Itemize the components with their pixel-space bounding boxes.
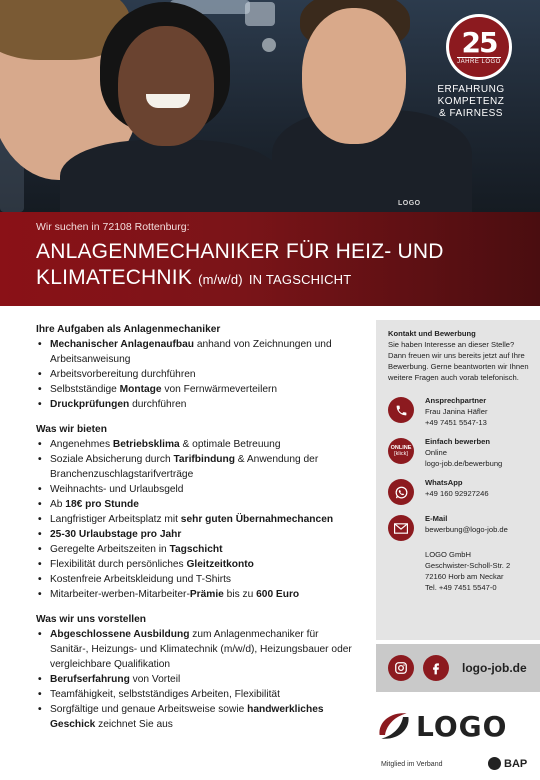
membership-note: Mitglied im Verband [381,761,443,768]
bap-logo: BAP [488,757,527,770]
list-item: • Ab 18€ pro Stunde [36,497,358,512]
logo-mark-icon [376,708,412,744]
list-item: • Arbeitsvorbereitung durchführen [36,367,358,382]
anniversary-badge [446,14,512,80]
gender-note: (m/w/d) [198,272,243,287]
email-icon [388,515,414,541]
company-logo [376,704,526,748]
contact-email[interactable]: E-Mail bewerbung@logo-job.de [388,513,532,541]
list-item: • Sorgfältige und genaue Arbeitsweise sowie handwerkliches Geschick zeichnet Sie aus [36,702,358,732]
title-band [0,212,540,306]
facebook-icon[interactable] [423,655,449,681]
list-item: • Abgeschlossene Ausbildung zum Anlagenmechaniker für Sanitär-, Heizungs- und Klimatechnik (m/w/d), Heizungsbauer oder vergleichbare Qualifikation [36,627,358,672]
list-item: • Mechanischer Anlagenaufbau anhand von Zeichnungen und Arbeitsanweisung [36,337,358,367]
badge-subtitle: JAHRE LOGO [457,59,501,65]
social-bar [376,644,540,692]
tagline: ERFAHRUNG KOMPETENZ & FAIRNESS [437,84,505,119]
location-text: Wir suchen in 72108 Rottenburg: [36,221,190,233]
job-title-line1: ANLAGENMECHANIKER FÜR HEIZ- UND [36,240,444,263]
job-description [36,322,358,742]
hero-photo [0,0,540,212]
bap-circle-icon [488,757,501,770]
list-item: • Mitarbeiter-werben-Mitarbeiter-Prämie bis zu 600 Euro [36,587,358,602]
list-item: • Kostenfreie Arbeitskleidung und T-Shirts [36,572,358,587]
section-heading: Ihre Aufgaben als Anlagenmechaniker [36,324,221,335]
list-item: • Weihnachts- und Urlaubsgeld [36,482,358,497]
shift-note: IN TAGSCHICHT [248,272,352,287]
contact-online[interactable]: ONLINE [klick] Einfach bewerben Online logo-job.de/bewerbung [388,436,532,469]
badge-number: 25 [461,26,497,59]
section-list [36,627,358,732]
list-item: • Selbstständige Montage von Fernwärmeverteilern [36,382,358,397]
company-address: LOGO GmbH Geschwister-Scholl-Str. 2 72160 Horb am Neckar Tel. +49 7451 5547-0 [425,550,511,592]
contact-phone[interactable]: Ansprechpartner Frau Janina Häfler +49 7451 5547-13 [388,395,532,428]
contact-heading: Kontakt und Bewerbung [388,329,476,338]
list-item: • 25-30 Urlaubstage pro Jahr [36,527,358,542]
list-item: • Flexibilität durch persönliches Gleitzeitkonto [36,557,358,572]
phone-number-link[interactable]: +49 7451 5547-13 [425,418,487,427]
list-item: • Soziale Absicherung durch Tarifbindung & Anwendung der Branchenzuschlagstarifverträge [36,452,358,482]
website-link[interactable]: logo-job.de [462,661,527,675]
contact-whatsapp[interactable]: WhatsApp +49 160 92927246 [388,477,532,505]
contact-intro: Sie haben Interesse an dieser Stelle? Dann freuen wir uns bereits jetzt auf Ihre Bewerbung. Gerne beantworten wir Ihnen weitere Fragen auch vorab telefonisch. [388,340,529,382]
whatsapp-number-link[interactable]: +49 160 92927246 [425,489,489,498]
list-item: • Geregelte Arbeitszeiten in Tagschicht [36,542,358,557]
job-title-line2: KLIMATECHNIK (m/w/d) IN TAGSCHICHT [36,266,352,289]
online-apply-icon: ONLINE [klick] [388,438,414,464]
section-list [36,437,358,602]
instagram-icon[interactable] [388,655,414,681]
section-heading: Was wir bieten [36,424,107,435]
application-link[interactable]: logo-job.de/bewerbung [425,459,503,468]
logo-wordmark: LOGO [416,709,508,743]
list-item: • Druckprüfungen durchführen [36,397,358,412]
shirt-logo: LOGO [398,200,421,207]
whatsapp-icon [388,479,414,505]
phone-icon [388,397,414,423]
list-item: • Langfristiger Arbeitsplatz mit sehr guten Übernahmechancen [36,512,358,527]
section-heading: Was wir uns vorstellen [36,614,147,625]
list-item: • Teamfähigkeit, selbstständiges Arbeiten, Flexibilität [36,687,358,702]
list-item: • Angenehmes Betriebsklima & optimale Betreuung [36,437,358,452]
email-link[interactable]: bewerbung@logo-job.de [425,525,508,534]
contact-sidebar [376,320,540,640]
list-item: • Berufserfahrung von Vorteil [36,672,358,687]
section-list [36,337,358,412]
